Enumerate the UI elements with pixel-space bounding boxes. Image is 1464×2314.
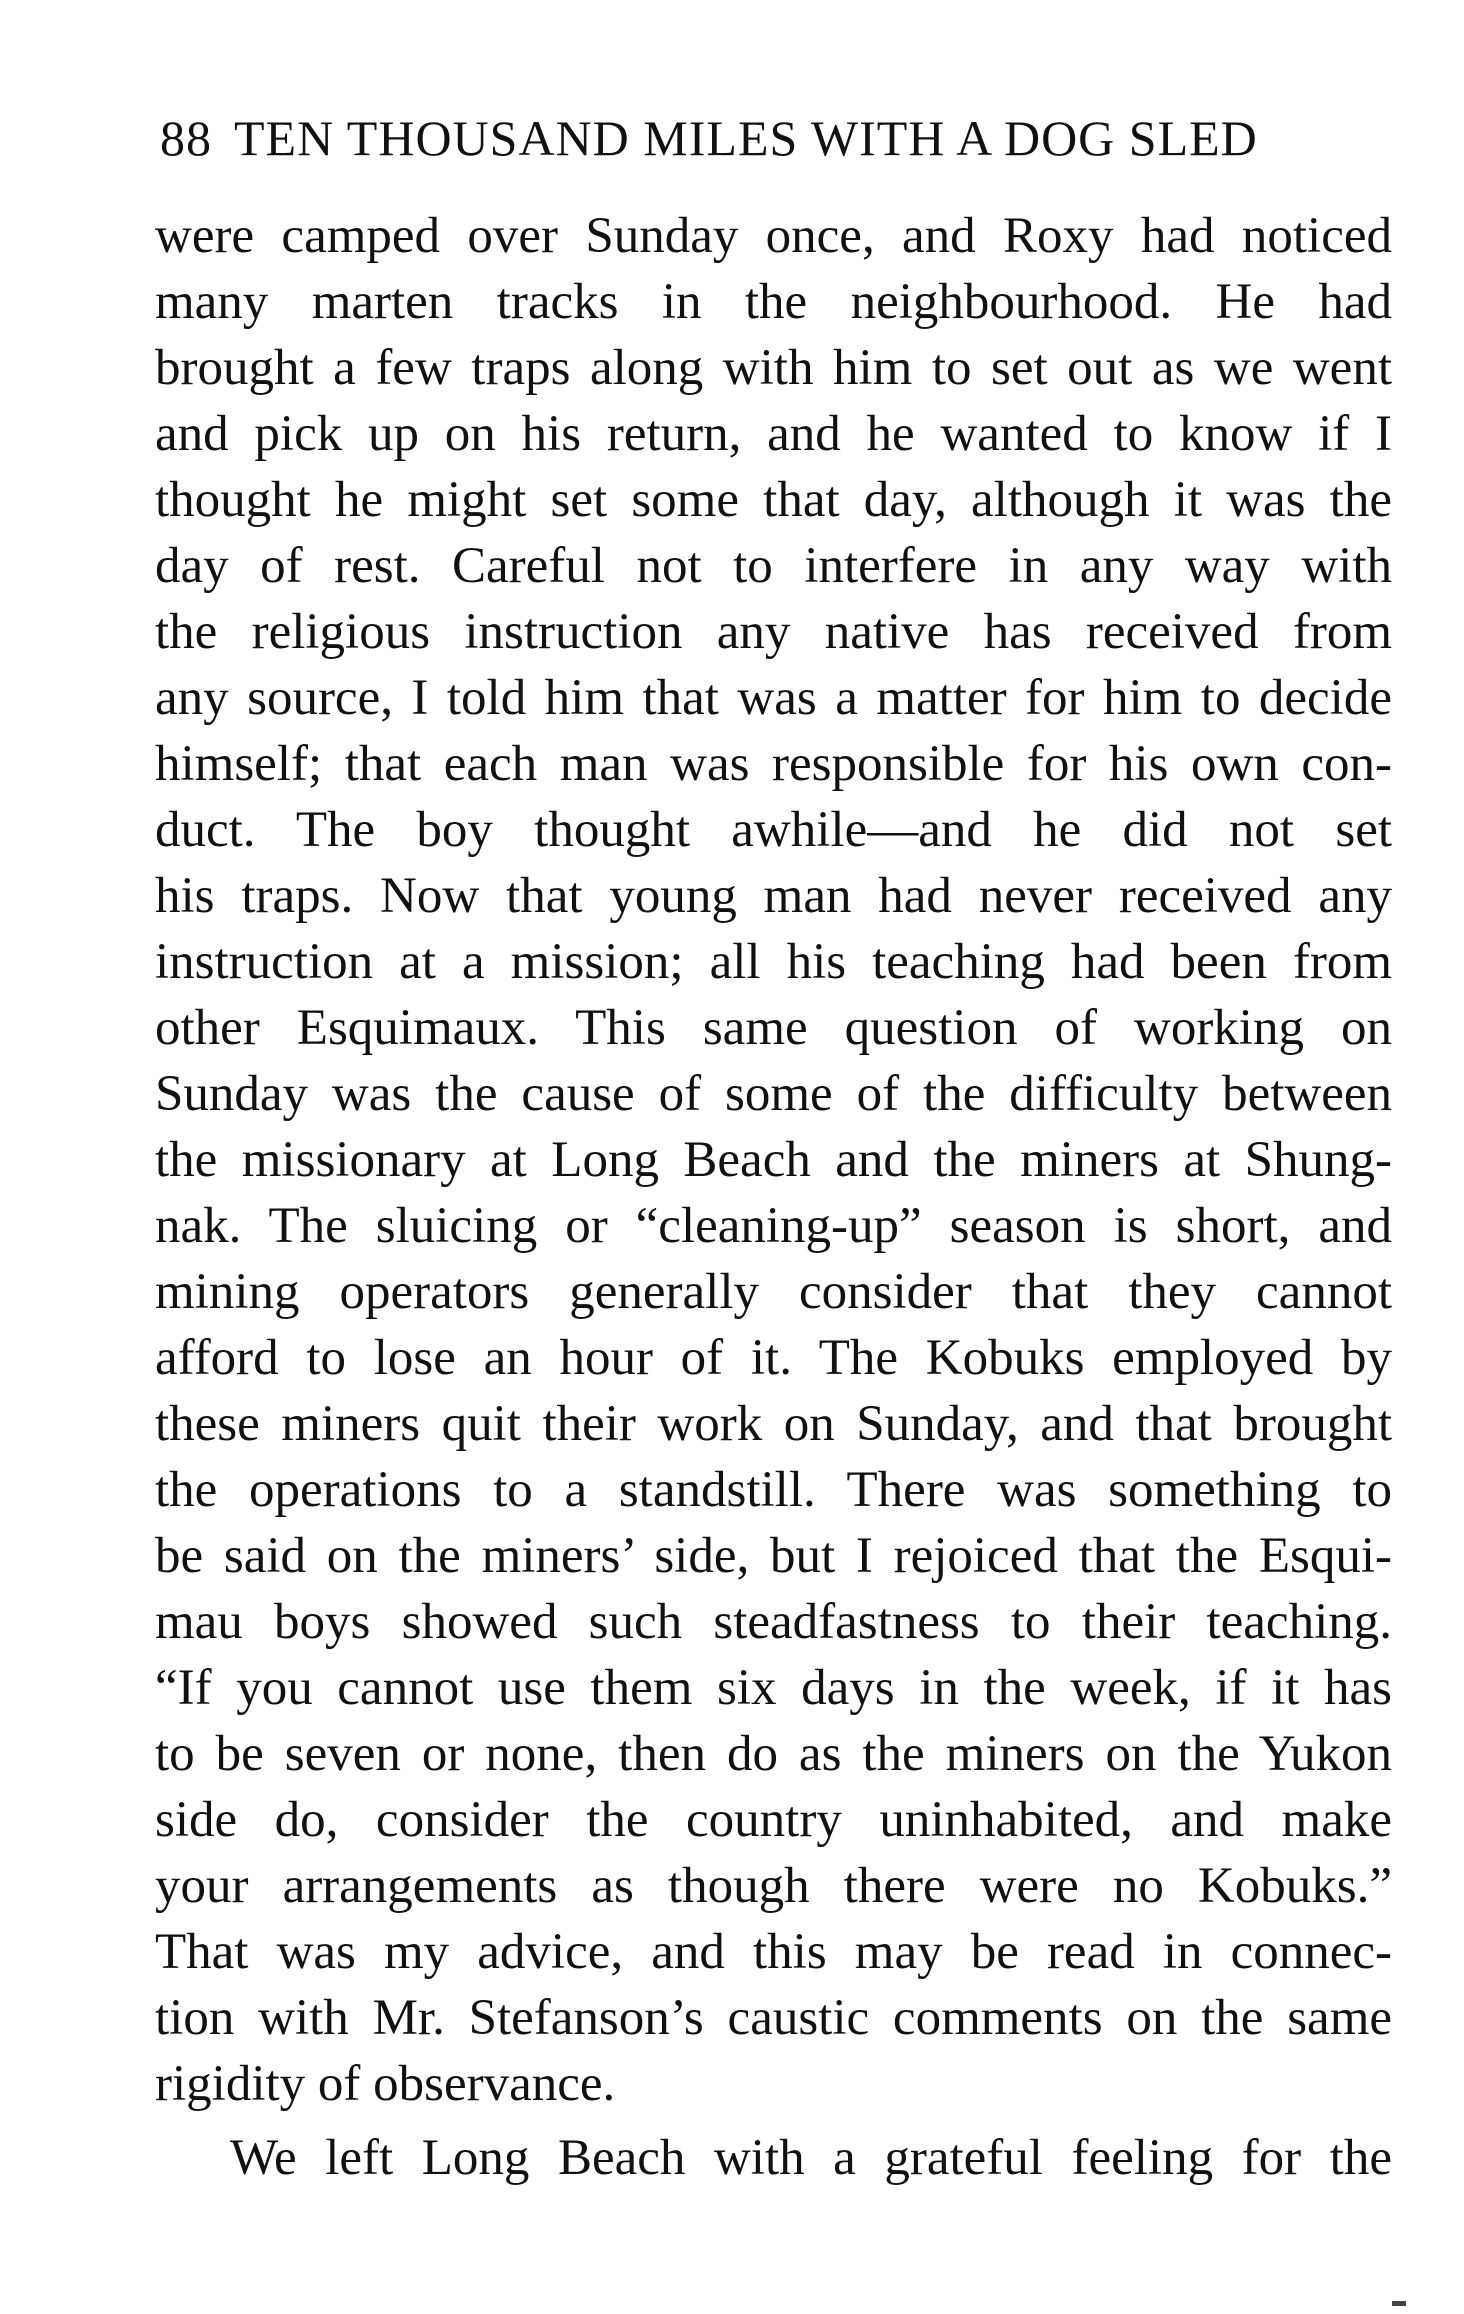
text-line: these miners quit their work on Sunday, and that brought	[155, 1396, 1392, 1452]
text-line: instruction at a mission; all his teaching had been from	[155, 934, 1392, 990]
text-line: afford to lose an hour of it. The Kobuks employed by	[155, 1330, 1392, 1386]
text-line: other Esquimaux. This same question of working on	[155, 1000, 1392, 1056]
running-head	[160, 108, 1320, 168]
text-line: any source, I told him that was a matter for him to decide	[155, 670, 1392, 726]
scan-mark	[1392, 2301, 1406, 2306]
text-line: be said on the miners’ side, but I rejoiced that the Esqui-	[155, 1528, 1392, 1584]
text-line: Sunday was the cause of some of the difficulty between	[155, 1066, 1392, 1122]
text-line: side do, consider the country uninhabited, and make	[155, 1792, 1392, 1848]
text-line: himself; that each man was responsible for his own con-	[155, 736, 1392, 792]
text-line: duct. The boy thought awhile—and he did not set	[155, 802, 1392, 858]
text-line: the operations to a standstill. There was something to	[155, 1462, 1392, 1518]
text-line: his traps. Now that young man had never received any	[155, 868, 1392, 924]
paragraph-start-line: We left Long Beach with a grateful feeling for the	[230, 2130, 1392, 2186]
text-line: day of rest. Careful not to interfere in any way with	[155, 538, 1392, 594]
running-title: TEN THOUSAND MILES WITH A DOG SLED	[234, 110, 1258, 166]
text-line: “If you cannot use them six days in the week, if it has	[155, 1660, 1392, 1716]
text-line: the religious instruction any native has received from	[155, 604, 1392, 660]
text-line: were camped over Sunday once, and Roxy had noticed	[155, 208, 1392, 264]
paragraph-end-line: rigidity of observance.	[155, 2056, 616, 2112]
text-line: nak. The sluicing or “cleaning-up” season is short, and	[155, 1198, 1392, 1254]
text-line: brought a few traps along with him to set out as we went	[155, 340, 1392, 396]
text-line: mau boys showed such steadfastness to their teaching.	[155, 1594, 1392, 1650]
text-line: That was my advice, and this may be read in connec-	[155, 1924, 1392, 1980]
text-line: your arrangements as though there were no Kobuks.”	[155, 1858, 1392, 1914]
text-line: tion with Mr. Stefanson’s caustic comments on the same	[155, 1990, 1392, 2046]
text-line: many marten tracks in the neighbourhood. He had	[155, 274, 1392, 330]
page-number: 88	[160, 110, 212, 166]
text-line: the missionary at Long Beach and the miners at Shung-	[155, 1132, 1392, 1188]
text-line: and pick up on his return, and he wanted to know if I	[155, 406, 1392, 462]
text-line: to be seven or none, then do as the miners on the Yukon	[155, 1726, 1392, 1782]
text-line: thought he might set some that day, although it was the	[155, 472, 1392, 528]
body-text	[155, 203, 1392, 2191]
text-line: mining operators generally consider that they cannot	[155, 1264, 1392, 1320]
